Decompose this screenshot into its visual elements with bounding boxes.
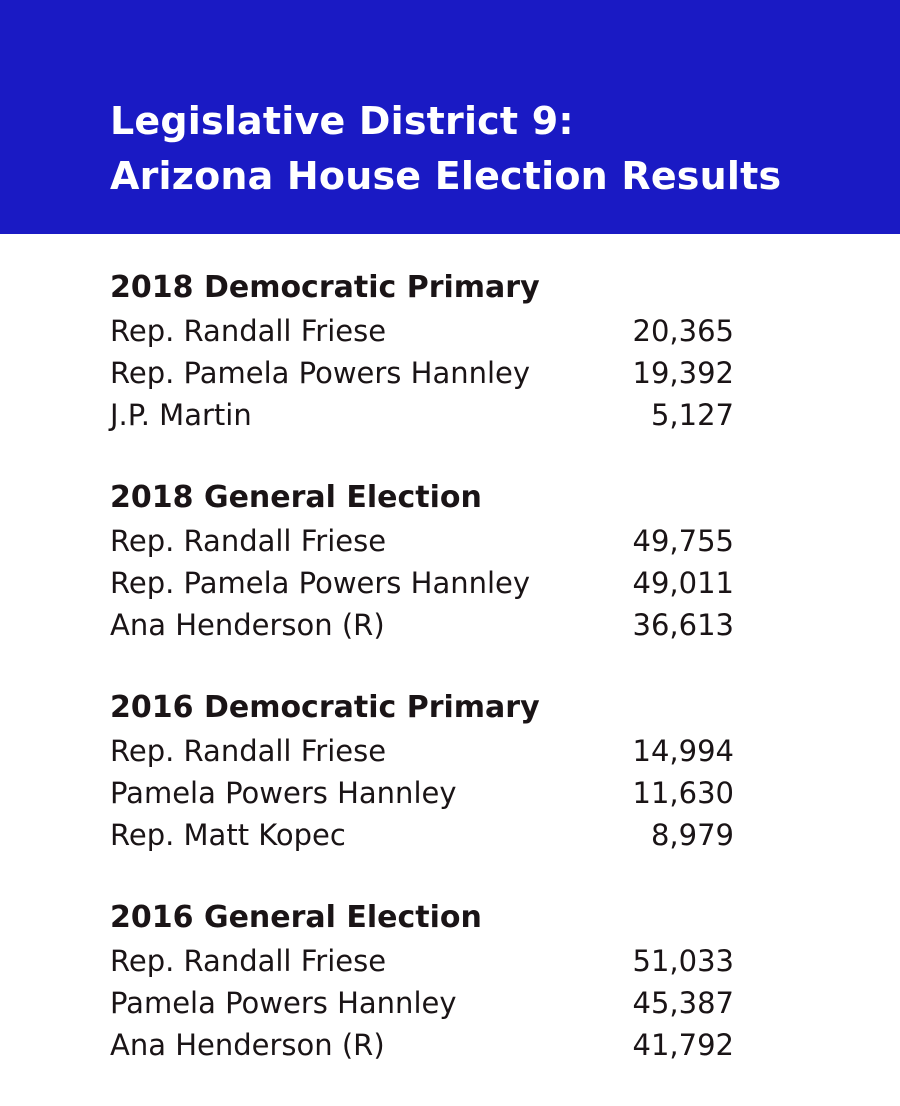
section-title: 2016 General Election — [110, 900, 482, 935]
candidate-name: Rep. Matt Kopec — [110, 818, 346, 852]
results-list — [110, 266, 750, 1106]
result-row — [110, 982, 734, 1024]
section-2016-general-election — [110, 896, 750, 1066]
title-banner — [0, 0, 900, 234]
result-row — [110, 562, 734, 604]
result-row — [110, 940, 734, 982]
result-row — [110, 772, 734, 814]
section-title: 2018 Democratic Primary — [110, 270, 540, 305]
vote-count: 8,979 — [650, 818, 734, 852]
section-2016-democratic-primary — [110, 686, 750, 856]
result-row — [110, 814, 734, 856]
vote-count: 14,994 — [632, 734, 734, 768]
section-2018-democratic-primary — [110, 266, 750, 436]
candidate-name: Rep. Randall Friese — [110, 314, 387, 348]
candidate-name: J.P. Martin — [110, 398, 252, 432]
candidate-name: Rep. Pamela Powers Hannley — [110, 356, 531, 390]
vote-count: 36,613 — [632, 608, 734, 642]
candidate-name: Ana Henderson (R) — [110, 1028, 385, 1062]
result-row — [110, 310, 734, 352]
section-2018-general-election — [110, 476, 750, 646]
vote-count: 5,127 — [650, 398, 734, 432]
page-title — [110, 94, 781, 204]
page-title-line-1: Legislative District 9: — [110, 99, 574, 143]
candidate-name: Pamela Powers Hannley — [110, 986, 457, 1020]
vote-count: 51,033 — [632, 944, 734, 978]
candidate-name: Rep. Randall Friese — [110, 524, 387, 558]
section-title: 2018 General Election — [110, 480, 482, 515]
candidate-name: Rep. Randall Friese — [110, 944, 387, 978]
vote-count: 41,792 — [632, 1028, 734, 1062]
candidate-name: Pamela Powers Hannley — [110, 776, 457, 810]
vote-count: 45,387 — [632, 986, 734, 1020]
candidate-name: Rep. Pamela Powers Hannley — [110, 566, 531, 600]
page-title-line-2: Arizona House Election Results — [110, 154, 782, 198]
vote-count: 20,365 — [632, 314, 734, 348]
result-row — [110, 604, 734, 646]
result-row — [110, 1024, 734, 1066]
vote-count: 19,392 — [632, 356, 734, 390]
vote-count: 11,630 — [632, 776, 734, 810]
vote-count: 49,755 — [632, 524, 734, 558]
section-title: 2016 Democratic Primary — [110, 690, 540, 725]
result-row — [110, 352, 734, 394]
candidate-name: Rep. Randall Friese — [110, 734, 387, 768]
candidate-name: Ana Henderson (R) — [110, 608, 385, 642]
result-row — [110, 730, 734, 772]
vote-count: 49,011 — [632, 566, 734, 600]
result-row — [110, 520, 734, 562]
result-row — [110, 394, 734, 436]
